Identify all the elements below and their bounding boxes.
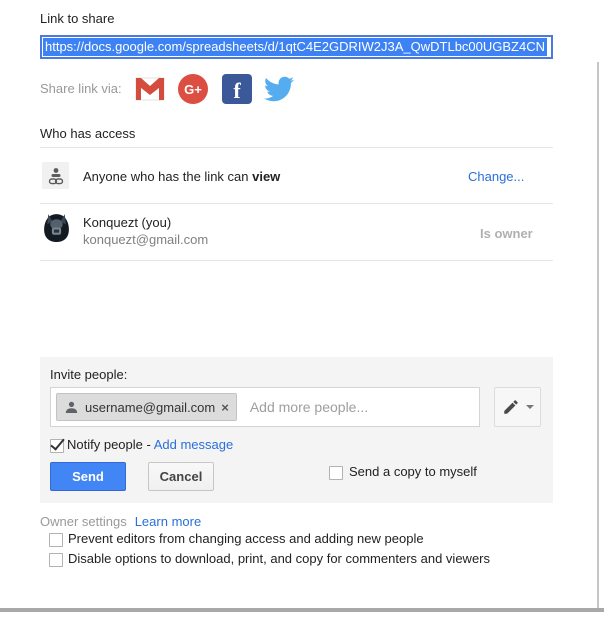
owner-role-badge: Is owner xyxy=(480,226,533,241)
notify-row xyxy=(50,437,233,453)
user-avatar xyxy=(40,211,73,244)
facebook-icon[interactable]: f xyxy=(222,74,252,104)
person-icon xyxy=(64,400,79,415)
prevent-editors-option xyxy=(44,531,424,547)
change-access-link[interactable]: Change... xyxy=(468,169,525,184)
link-access-text xyxy=(83,169,280,184)
invite-panel xyxy=(40,357,553,503)
disable-download-option xyxy=(44,551,490,567)
learn-more-link[interactable]: Learn more xyxy=(134,514,202,529)
send-copy-checkbox[interactable] xyxy=(329,466,343,480)
remove-recipient-icon[interactable]: × xyxy=(221,399,229,415)
send-copy-label: Send a copy to myself xyxy=(349,464,477,479)
disable-download-checkbox[interactable] xyxy=(49,553,63,567)
dialog-right-edge xyxy=(597,62,599,610)
link-access-permission: view xyxy=(252,169,281,184)
link-access-icon xyxy=(42,162,69,189)
notify-people-checkbox[interactable] xyxy=(50,439,64,453)
owner-settings-label: Owner settings xyxy=(40,514,127,529)
owner-name: Konquezt (you) xyxy=(83,215,172,230)
divider xyxy=(40,203,553,204)
twitter-icon[interactable] xyxy=(263,74,297,104)
owner-email: konquezt@gmail.com xyxy=(83,232,209,247)
divider xyxy=(40,147,553,148)
invite-placeholder: Add more people... xyxy=(249,399,369,415)
permission-dropdown-button[interactable] xyxy=(494,387,541,427)
owner-settings-row xyxy=(40,514,201,529)
prevent-editors-label: Prevent editors from changing access and adding new people xyxy=(68,531,424,546)
disable-download-label: Disable options to download, print, and copy for commenters and viewers xyxy=(68,551,490,566)
prevent-editors-checkbox[interactable] xyxy=(49,533,63,547)
share-link-url: https://docs.google.com/spreadsheets/d/1qtC4E2GDRIW2J3A_QwDTLbc00UGBZ4CN xyxy=(45,39,546,54)
link-to-share-label: Link to share xyxy=(40,11,115,26)
notify-separator: - xyxy=(142,437,154,452)
share-link-input[interactable] xyxy=(40,35,553,59)
add-message-link[interactable]: Add message xyxy=(153,437,234,452)
dialog-bottom-edge xyxy=(0,608,604,612)
send-button[interactable]: Send xyxy=(50,462,126,491)
google-plus-icon[interactable]: G+ xyxy=(178,74,208,104)
invite-input[interactable] xyxy=(50,387,480,427)
recipient-chip[interactable] xyxy=(56,393,237,421)
who-has-access-title: Who has access xyxy=(40,126,136,141)
send-copy-row xyxy=(323,464,477,480)
notify-people-label: Notify people xyxy=(67,437,143,452)
gmail-icon[interactable] xyxy=(135,74,165,104)
link-access-text-prefix: Anyone who has the link can xyxy=(83,169,253,184)
cancel-button[interactable]: Cancel xyxy=(148,462,214,491)
divider xyxy=(40,260,553,261)
invite-people-label: Invite people: xyxy=(50,367,128,382)
recipient-chip-email: username@gmail.com xyxy=(85,399,216,415)
chevron-down-icon xyxy=(526,405,534,409)
pencil-icon xyxy=(502,398,520,416)
share-via-label: Share link via: xyxy=(40,81,122,96)
